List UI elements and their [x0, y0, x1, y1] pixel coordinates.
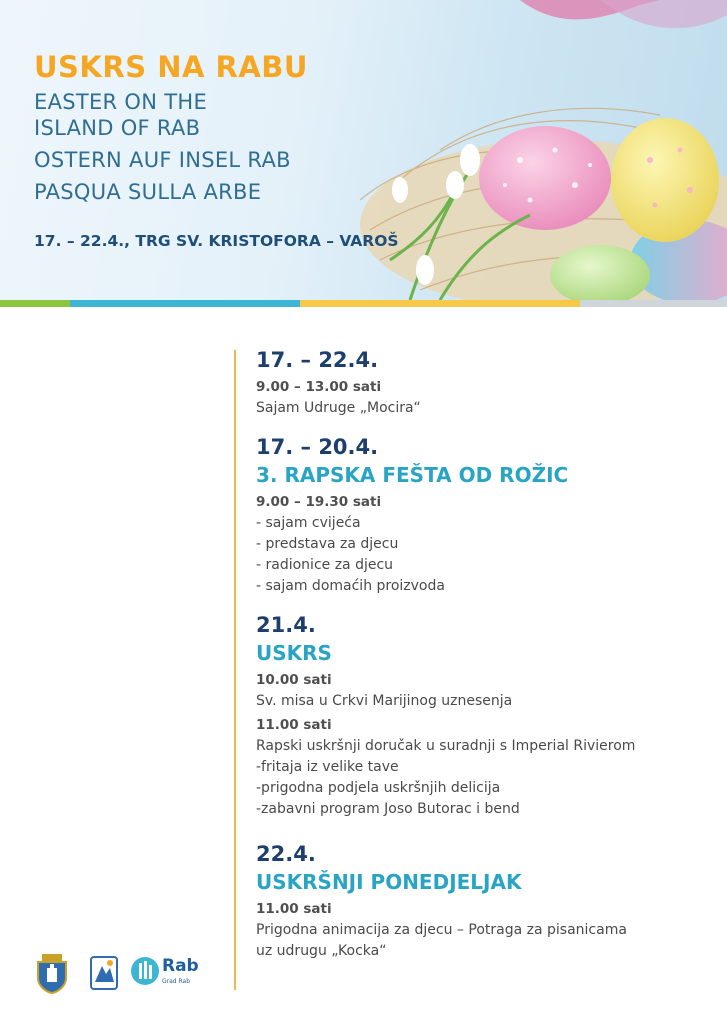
- event-time: 10.00 sati: [256, 672, 332, 688]
- subtitle-english-1: EASTER ON THE: [34, 90, 208, 114]
- list-item: -zabavni program Joso Butorac i bend: [256, 801, 520, 817]
- timeline-line: [234, 350, 236, 990]
- event-date-location: 17. – 22.4., TRG SV. KRISTOFORA – VAROŠ: [34, 232, 399, 250]
- program-day-1: [256, 346, 716, 419]
- event-description: Sv. misa u Crkvi Marijinog uznesenja: [256, 693, 513, 709]
- event-time: 9.00 – 19.30 sati: [256, 494, 382, 510]
- hero-banner: [0, 0, 727, 300]
- day-title: USKRS: [256, 641, 332, 665]
- subtitle-italian: PASQUA SULLA ARBE: [34, 180, 262, 204]
- event-description: Sajam Udruge „Mocira“: [256, 400, 421, 416]
- rab-city-logo-icon: [130, 954, 160, 988]
- event-time: 11.00 sati: [256, 901, 332, 917]
- stripe-yellow: [300, 300, 580, 307]
- list-item: - predstava za djecu: [256, 536, 399, 552]
- program-day-2: [256, 433, 716, 597]
- page-title: USKRS NA RABU: [34, 50, 308, 84]
- day-date: 21.4.: [256, 613, 316, 637]
- event-time: 9.00 – 13.00 sati: [256, 379, 382, 395]
- list-item: - sajam domaćih proizvoda: [256, 578, 445, 594]
- list-item: - sajam cvijeća: [256, 515, 361, 531]
- list-item: - radionice za djecu: [256, 557, 394, 573]
- stripe-teal: [70, 300, 300, 307]
- day-title: USKRŠNJI PONEDJELJAK: [256, 870, 522, 894]
- subtitle-german: OSTERN AUF INSEL RAB: [34, 148, 291, 172]
- tourist-board-icon: [90, 956, 118, 990]
- program-list: [256, 346, 716, 976]
- list-item: Rapski uskršnji doručak u suradnji s Imperial Rivierom: [256, 738, 636, 754]
- list-item: -prigodna podjela uskršnjih delicija: [256, 780, 501, 796]
- list-item: uz udrugu „Kocka“: [256, 943, 387, 959]
- program-day-3: [256, 611, 716, 820]
- day-date: 22.4.: [256, 842, 316, 866]
- list-item: Prigodna animacija za djecu – Potraga za pisanicama: [256, 922, 627, 938]
- day-date: 17. – 20.4.: [256, 435, 379, 459]
- day-title: 3. RAPSKA FEŠTA OD ROŽIC: [256, 463, 569, 487]
- event-time: 11.00 sati: [256, 717, 332, 733]
- rab-logo-text: Rab: [162, 956, 199, 976]
- stripe-green: [0, 300, 70, 307]
- day-date: 17. – 22.4.: [256, 348, 379, 372]
- program-day-4: [256, 840, 716, 962]
- stripe-gray: [580, 300, 727, 307]
- rab-logo-subtext: Grad Rab: [162, 978, 191, 985]
- list-item: -fritaja iz velike tave: [256, 759, 399, 775]
- subtitle-english-2: ISLAND OF RAB: [34, 116, 201, 140]
- coat-of-arms-icon: [34, 952, 70, 994]
